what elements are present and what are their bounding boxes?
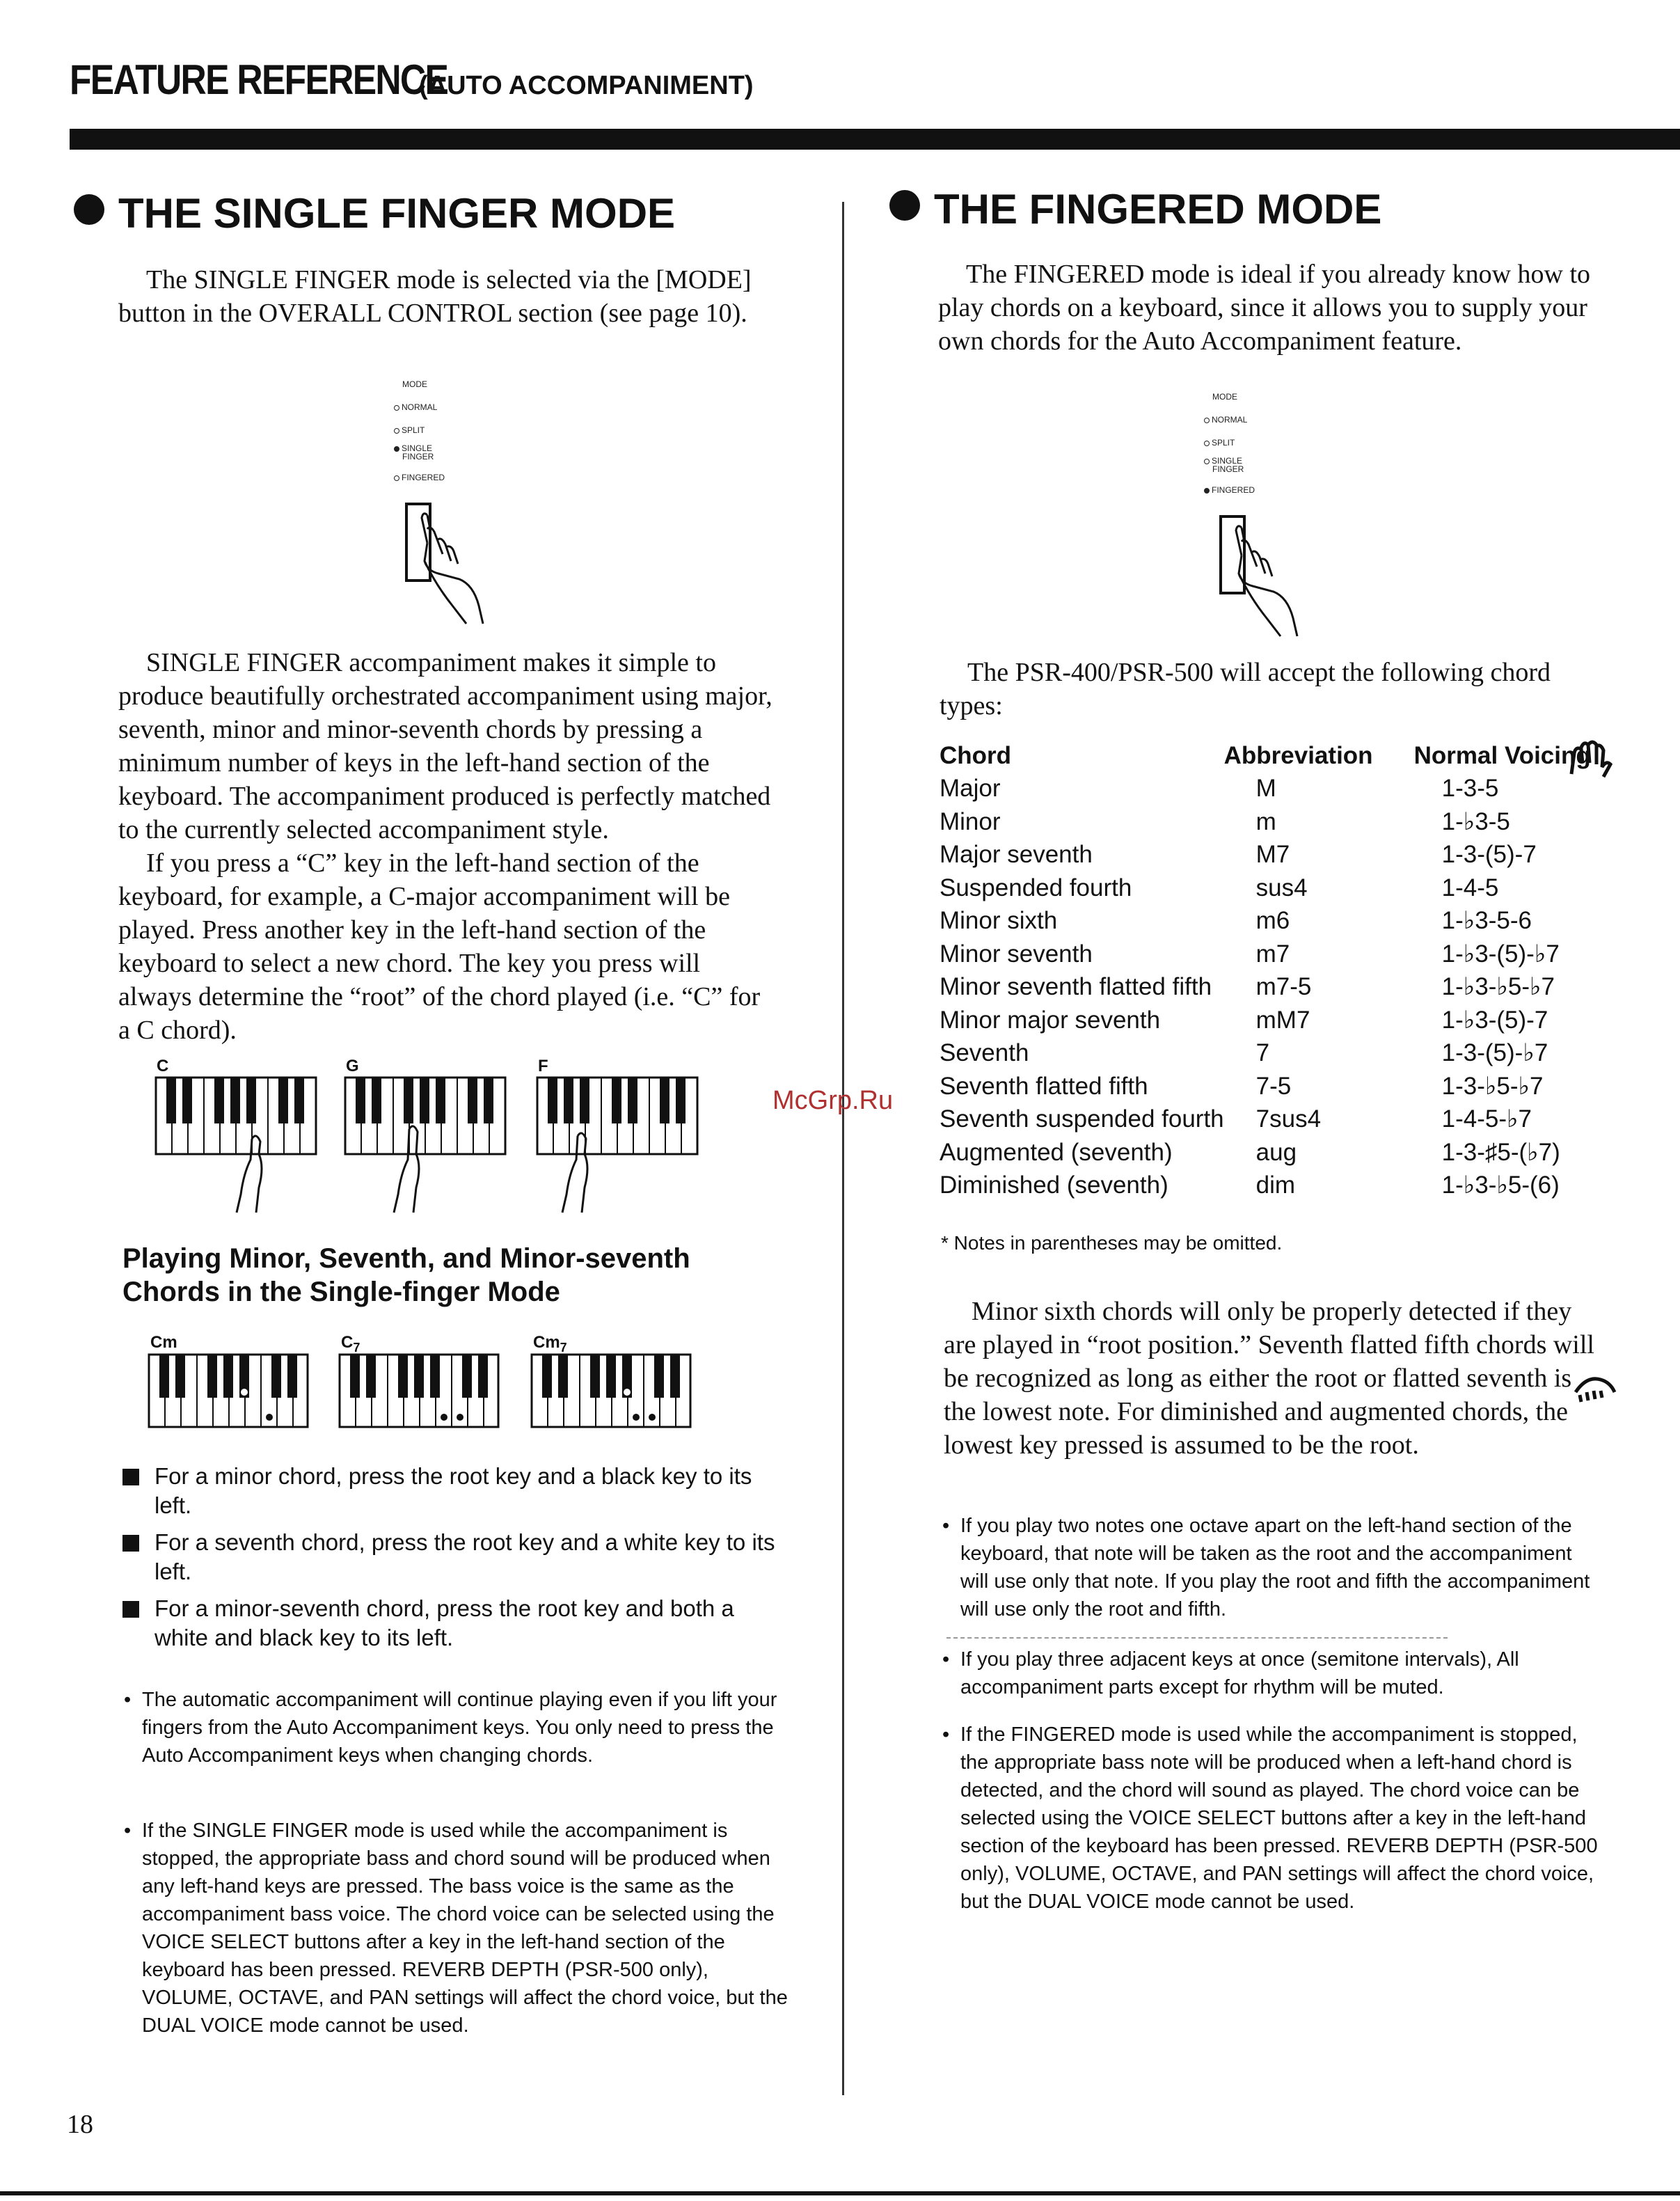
single-finger-description: SINGLE FINGER accompaniment makes it simple to produce beautifully orchestrated accompaniment using major, seventh, minor and minor-seventh chords by pressing a minimum number of keys in the left-hand section of the keyboard. The accompaniment produced is perfectly matched to the currently selected accompaniment style. If you press a “C” key in the left-hand section of the keyboard, for example, a C-major accompaniment will be played. Press another key in the left-hand section of the keyboard to select a new chord. The key you press will always determine the “root” of the chord played (i.e. “C” for a C chord). <box>118 648 772 1045</box>
section-title-single-finger: THE SINGLE FINGER MODE <box>74 189 675 237</box>
square-bullet-icon <box>122 1601 139 1618</box>
chord-label-cm: Cm <box>150 1333 177 1352</box>
chord-label-g: G <box>346 1057 359 1075</box>
table-row: Minor major seventh mM7 1-♭3-(5)-7 <box>940 1006 1548 1034</box>
table-row: Diminished (seventh) dim 1-♭3-♭5-(6) <box>940 1172 1560 1199</box>
note-adjacent-keys: • If you play three adjacent keys at once (semitone intervals), All accompaniment parts except for rhythm will be muted. <box>942 1648 1519 1698</box>
single-finger-intro: The SINGLE FINGER mode is selected via the [MODE] button in the OVERALL CONTROL section (see page 10). <box>118 265 752 328</box>
mode-fingered: FINGERED <box>1204 485 1255 495</box>
table-row: Minor seventh flatted fifth m7-5 1-♭3-♭5-♭7 <box>940 973 1555 1001</box>
section-title-fingered: THE FINGERED MODE <box>889 185 1381 233</box>
note-accompaniment-continues: • The automatic accompaniment will continue playing even if you lift your fingers from the Auto Accompaniment keys. You only need to press the Auto Accompaniment keys when changing chords. <box>124 1689 777 1767</box>
hand-marker-icon <box>1567 739 1613 778</box>
chord-label-cm7: $Cm_7$ <box>533 1333 567 1355</box>
mode-heading: MODE <box>1212 392 1237 402</box>
note-octave-root: • If you play two notes one octave apart on the left-hand section of the keyboard, that note will be taken as the root and the accompaniment will use only that note. If you play the root and fifth the accompaniment will use only the root and fifth. <box>942 1515 1590 1620</box>
button-press-hand-icon <box>397 501 501 626</box>
keyboard-diagram-c7 <box>338 1353 502 1431</box>
table-row: Minor seventh m7 1-♭3-(5)-♭7 <box>940 940 1560 968</box>
accepted-chord-types-intro: The PSR-400/PSR-500 will accept the following chord types: <box>940 658 1551 720</box>
table-row: Minor m 1-♭3-5 <box>940 807 1510 835</box>
table-row: Seventh flatted fifth 7-5 1-3-♭5-♭7 <box>940 1072 1544 1100</box>
mode-split: SPLIT <box>1204 438 1235 448</box>
mode-normal: NORMAL <box>394 402 437 412</box>
bullet-dot <box>74 194 104 225</box>
column-divider <box>842 202 844 2095</box>
keyboard-diagram-f <box>536 1076 703 1215</box>
table-row: Suspended fourth sus4 1-4-5 <box>940 874 1499 901</box>
table-row: Seventh suspended fourth 7sus4 1-4-5-♭7 <box>940 1105 1532 1133</box>
watermark-text: McGrp.Ru <box>772 1086 894 1115</box>
page-number: 18 <box>67 2110 93 2139</box>
chord-label-c: C <box>157 1057 169 1075</box>
mode-normal: NORMAL <box>1204 415 1247 425</box>
column-header-chord: Chord <box>940 741 1012 769</box>
mode-single-finger: SINGLE <box>394 443 432 453</box>
fingered-intro: The FINGERED mode is ideal if you already know how to play chords on a keyboard, since it allows you to supply your own chords for the Auto Accompaniment feature. <box>938 260 1591 356</box>
page-header-subtitle: (AUTO ACCOMPANIMENT) <box>419 71 754 100</box>
chord-label-f: F <box>538 1057 548 1075</box>
led-on-icon <box>394 446 399 452</box>
bullet-dot <box>889 190 920 221</box>
chord-detection-paragraph: Minor sixth chords will only be properly detected if they are played in “root position.” Seventh flatted fifth chords will be recognized as long as either the root or flatted seventh is the lowest note. For diminished and augmented chords, the lowest key pressed is assumed to be the root. <box>944 1297 1594 1460</box>
square-bullet-icon <box>122 1535 139 1552</box>
chord-label-c7: $C_7$ <box>341 1333 360 1355</box>
mode-panel-single-finger: MODE NORMAL SPLIT SINGLE FINGER FINGERED <box>394 379 477 491</box>
list-item: For a seventh chord, press the root key and a white key to its left. <box>122 1528 791 1586</box>
list-item: For a minor chord, press the root key and a black key to its left. <box>122 1462 791 1520</box>
table-footnote: * Notes in parentheses may be omitted. <box>941 1232 1283 1254</box>
note-fingered-stopped: • If the FINGERED mode is used while the accompaniment is stopped, the appropriate bass note will be produced when a left-hand chord is detected, and the chord will sound as played. The chord voice can be selected using the VOICE SELECT buttons after a key in the left-hand section of the keyboard has been pressed. REVERB DEPTH (PSR-500 only), VOLUME, OCTAVE, and PAN settings will affect the chord voice, but the DUAL VOICE mode cannot be used. <box>942 1723 1598 1913</box>
square-bullet-icon <box>122 1469 139 1485</box>
table-row: Seventh 7 1-3-(5)-♭7 <box>940 1039 1548 1067</box>
footer-rule <box>0 2191 1680 2195</box>
keyboard-diagram-c <box>154 1076 322 1215</box>
mode-fingered: FINGERED <box>394 473 445 482</box>
column-header-abbreviation: Abbreviation <box>1223 741 1373 769</box>
keyboard-diagram-cm <box>148 1353 312 1431</box>
mode-heading: MODE <box>402 379 427 389</box>
header-rule <box>70 129 1680 150</box>
list-item: For a minor-seventh chord, press the root key and both a white and black key to its left. <box>122 1594 791 1652</box>
keyboard-diagram-g <box>344 1076 511 1215</box>
chord-types-table <box>940 739 1591 1202</box>
page-header-title: FEATURE REFERENCE <box>70 56 448 103</box>
button-press-hand-icon <box>1211 514 1315 639</box>
table-header-row <box>940 739 1591 773</box>
led-on-icon <box>1204 488 1210 494</box>
sub-heading-minor-seventh: Playing Minor, Seventh, and Minor-seventh Chords in the Single-finger Mode <box>122 1243 690 1307</box>
note-single-finger-stopped: • If the SINGLE FINGER mode is used while the accompaniment is stopped, the appropriate bass and chord sound will be produced when any left-hand keys are pressed. The bass voice is the same as the accompaniment bass voice. The chord voice can be selected using the VOICE SELECT buttons after a key in the left-hand section of the keyboard has been pressed. REVERB DEPTH (PSR-500 only), VOLUME, OCTAVE, and PAN settings will affect the chord voice, but the DUAL VOICE mode cannot be used. <box>124 1820 788 2037</box>
chord-instructions-list <box>122 1462 791 1657</box>
mode-single-finger: SINGLE <box>1204 456 1242 466</box>
column-header-normal-voicing: Normal Voicing <box>1413 741 1591 769</box>
table-row: Augmented (seventh) aug 1-3-♯5-(♭7) <box>940 1138 1560 1166</box>
divider <box>946 1637 1448 1639</box>
keyboard-diagram-cm7 <box>530 1353 695 1431</box>
table-row: Major M 1-3-5 <box>940 775 1499 803</box>
mode-split: SPLIT <box>394 425 425 435</box>
mode-panel-fingered: MODE NORMAL SPLIT SINGLE FINGER FINGERED <box>1204 392 1287 503</box>
table-row: Minor sixth m6 1-♭3-5-6 <box>940 907 1532 935</box>
table-row: Major seventh M7 1-3-(5)-7 <box>940 841 1537 869</box>
